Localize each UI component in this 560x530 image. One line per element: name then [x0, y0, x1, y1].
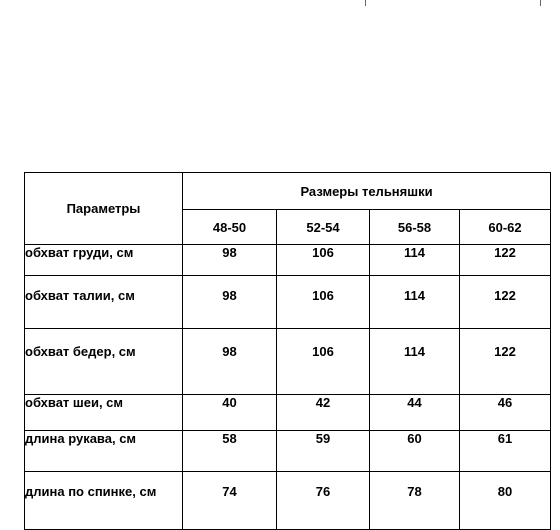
table-row-waist: [25, 276, 551, 329]
cell-value: 61: [460, 431, 551, 472]
cell-value: 106: [277, 245, 370, 276]
parameters-header: Параметры: [25, 173, 183, 245]
cell-value: 74: [183, 472, 277, 530]
cell-value: 42: [277, 395, 370, 431]
sizes-group-header: Размеры тельняшки: [183, 173, 551, 210]
edge-mark-left: [365, 0, 366, 6]
cell-value: 98: [183, 329, 277, 395]
row-label: длина по спинке, см: [25, 472, 183, 530]
cell-value: 44: [370, 395, 460, 431]
edge-mark-right: [540, 0, 541, 6]
cell-value: 106: [277, 276, 370, 329]
cell-value: 60: [370, 431, 460, 472]
row-label: длина рукава, см: [25, 431, 183, 472]
header-row-1: [25, 173, 551, 210]
cell-value: 122: [460, 245, 551, 276]
table-row-hips: [25, 329, 551, 395]
table-row-neck: [25, 395, 551, 431]
cell-value: 76: [277, 472, 370, 530]
cell-value: 80: [460, 472, 551, 530]
row-label: обхват бедер, см: [25, 329, 183, 395]
size-chart-table: [24, 172, 551, 530]
cell-value: 114: [370, 245, 460, 276]
cell-value: 98: [183, 245, 277, 276]
table-row-chest: [25, 245, 551, 276]
size-header-52-54: 52-54: [277, 210, 370, 245]
size-header-60-62: 60-62: [460, 210, 551, 245]
cell-value: 114: [370, 329, 460, 395]
cell-value: 58: [183, 431, 277, 472]
cell-value: 98: [183, 276, 277, 329]
cell-value: 40: [183, 395, 277, 431]
cell-value: 114: [370, 276, 460, 329]
cell-value: 46: [460, 395, 551, 431]
row-label: обхват талии, см: [25, 276, 183, 329]
cell-value: 106: [277, 329, 370, 395]
row-label: обхват шеи, см: [25, 395, 183, 431]
cell-value: 122: [460, 276, 551, 329]
cell-value: 78: [370, 472, 460, 530]
table-row-sleeve: [25, 431, 551, 472]
row-label: обхват груди, см: [25, 245, 183, 276]
size-header-48-50: 48-50: [183, 210, 277, 245]
cell-value: 59: [277, 431, 370, 472]
table-row-back-length: [25, 472, 551, 530]
size-header-56-58: 56-58: [370, 210, 460, 245]
cell-value: 122: [460, 329, 551, 395]
